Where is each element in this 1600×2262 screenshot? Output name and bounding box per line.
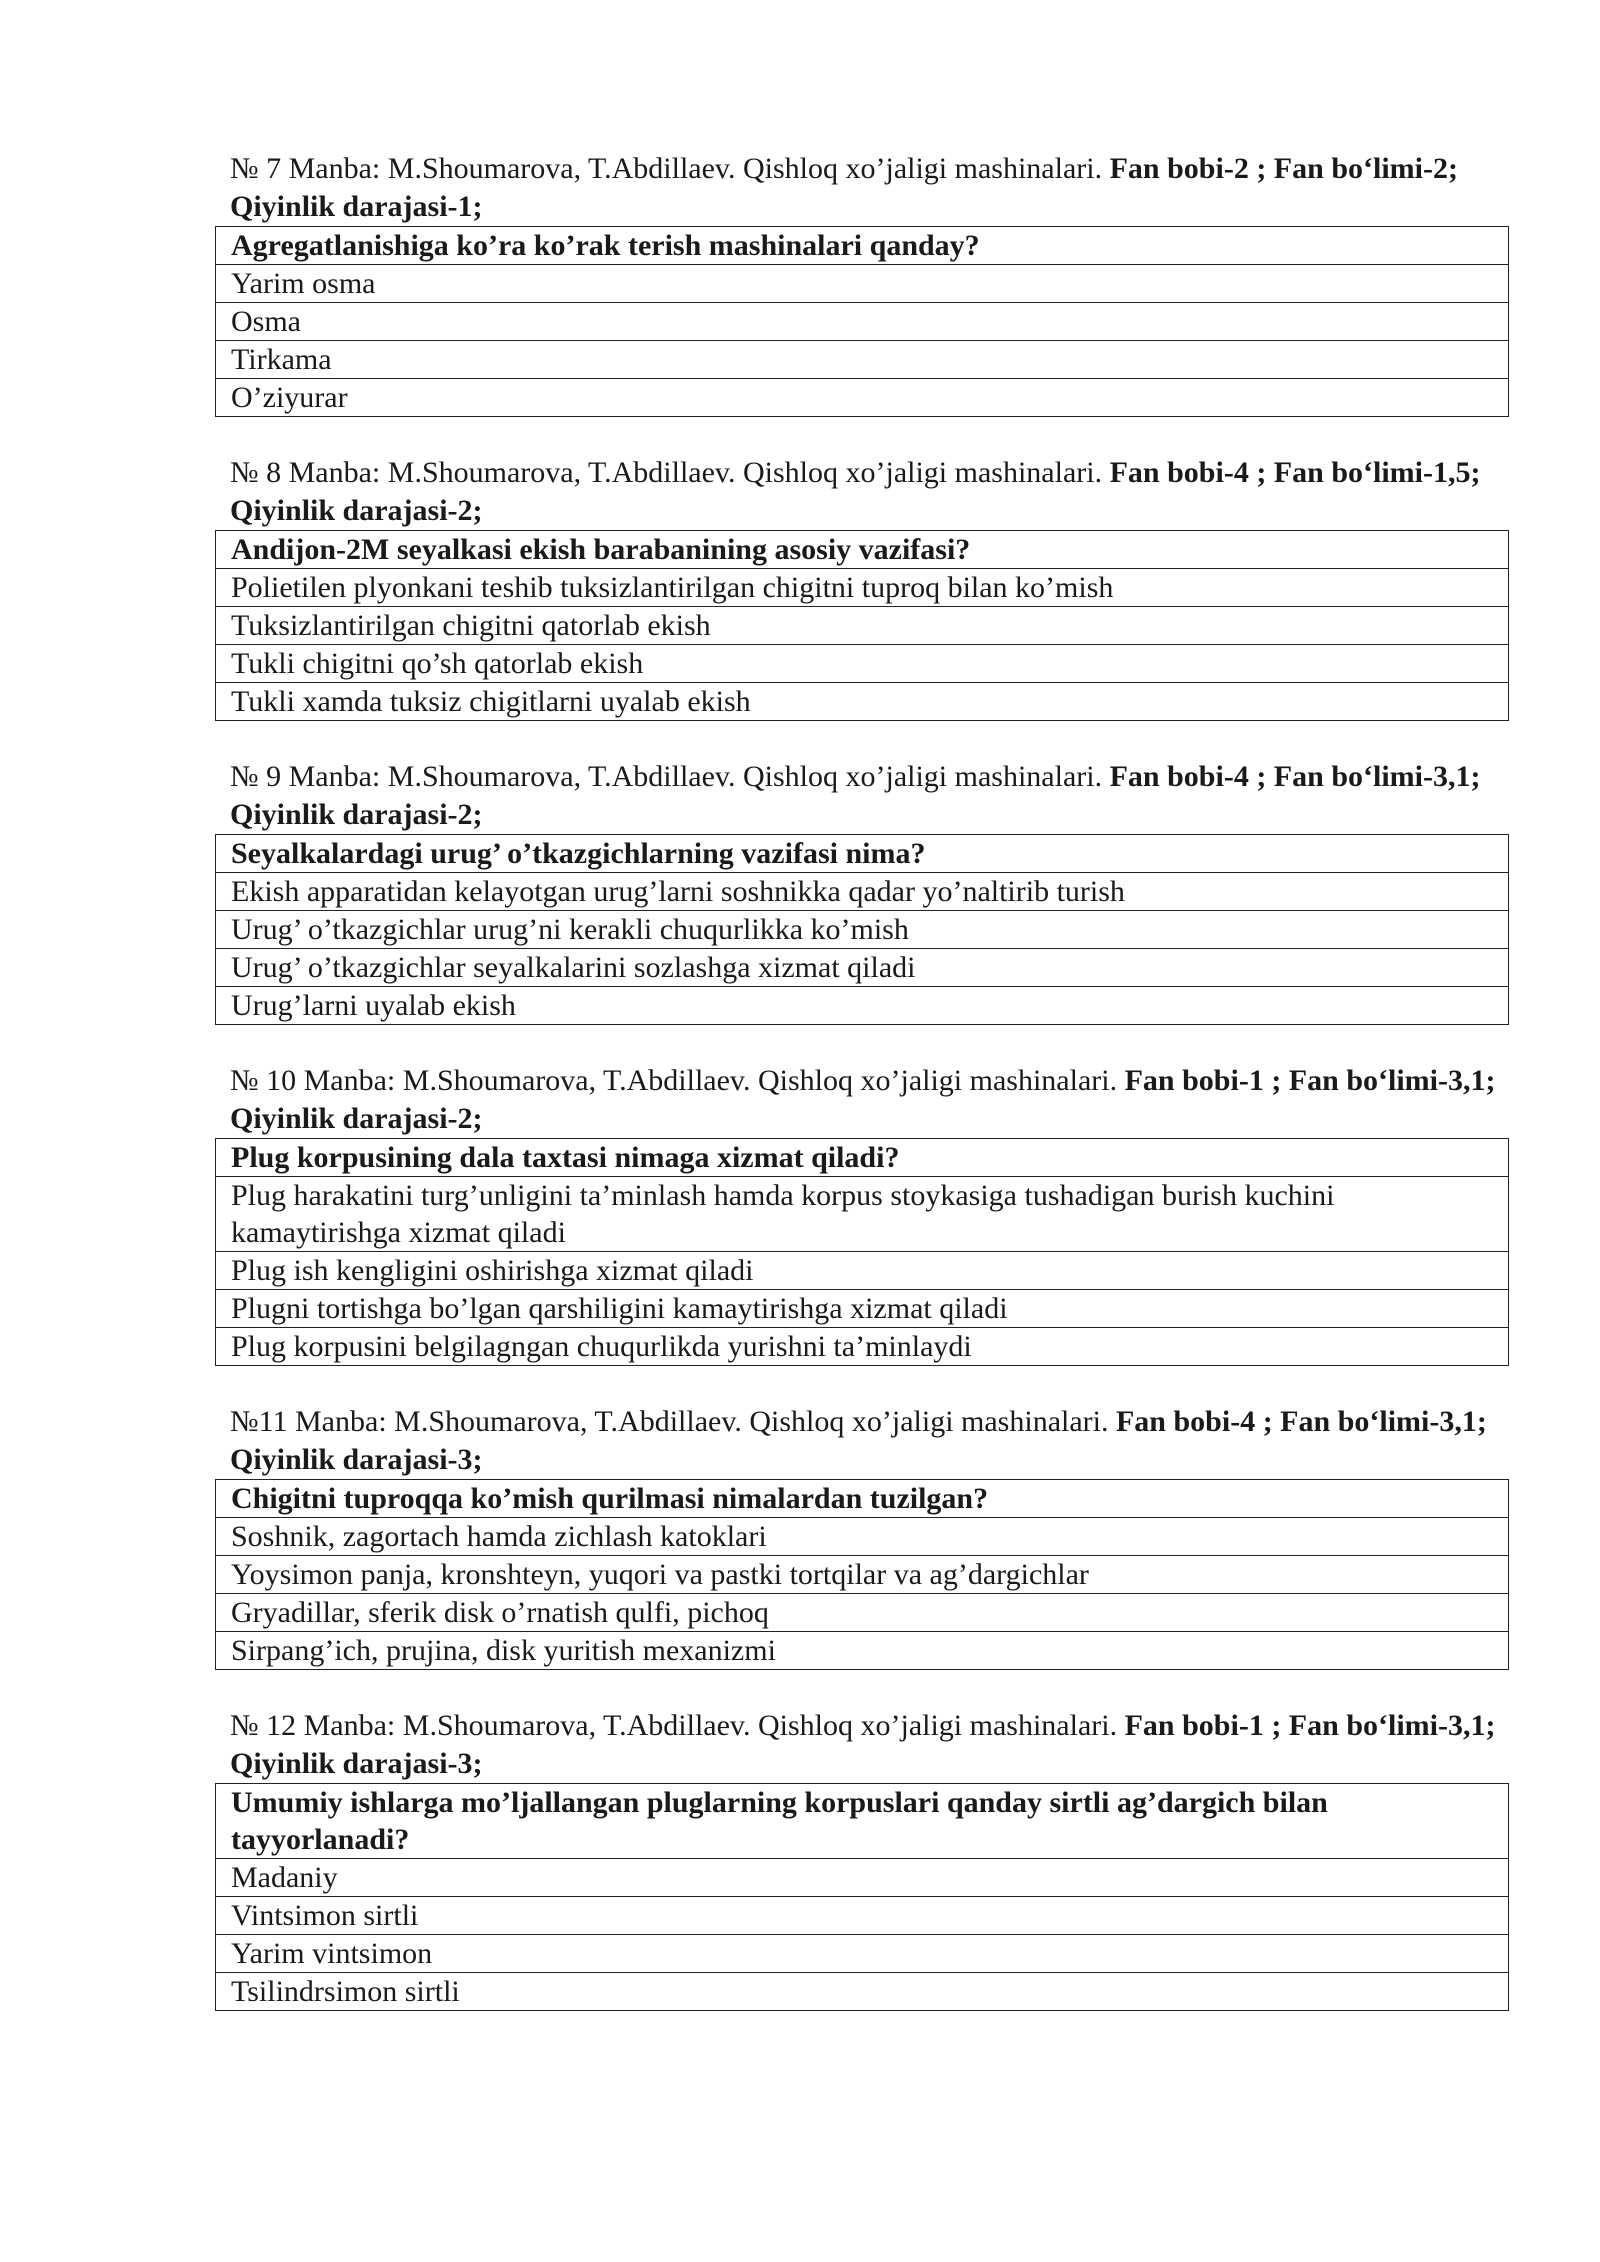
section-meta: Fan bobi-1 ; Fan bo‘limi-3,1; Qiyinlik darajasi-2;: [230, 1064, 1496, 1135]
source-text: № 10 Manba: M.Shoumarova, T.Abdillaev. Qishloq xo’jaligi mashinalari.: [230, 1064, 1125, 1097]
source-text: № 8 Manba: M.Shoumarova, T.Abdillaev. Qishloq xo’jaligi mashinalari.: [230, 456, 1110, 489]
source-text: №11 Manba: M.Shoumarova, T.Abdillaev. Qishloq xo’jaligi mashinalari.: [230, 1405, 1116, 1438]
question-block-9: [215, 758, 1509, 1025]
answer-row: [216, 911, 1509, 949]
source-text: № 7 Manba: M.Shoumarova, T.Abdillaev. Qishloq xo’jaligi mashinalari.: [230, 152, 1110, 185]
answer-option: Plugni tortishga bo’lgan qarshiligini kamaytirishga xizmat qiladi: [216, 1290, 1509, 1328]
question-text: Umumiy ishlarga mo’ljallangan pluglarning korpuslari qanday sirtli ag’dargich bilan tayyorlanadi?: [216, 1784, 1509, 1859]
question-block-11: [215, 1403, 1509, 1670]
question-header: [215, 1707, 1509, 1783]
answer-option: Plug harakatini turg’unligini ta’minlash hamda korpus stoykasiga tushadigan burish kuchini kamaytirishga xizmat qiladi: [216, 1177, 1509, 1252]
question-table: [215, 226, 1509, 417]
question-row: [216, 1784, 1509, 1859]
answer-option: Tsilindrsimon sirtli: [216, 1973, 1509, 2011]
question-table: [215, 530, 1509, 721]
section-meta: Fan bobi-2 ; Fan bo‘limi-2; Qiyinlik darajasi-1;: [230, 152, 1458, 223]
question-table: [215, 1783, 1509, 2011]
section-meta: Fan bobi-4 ; Fan bo‘limi-1,5; Qiyinlik darajasi-2;: [230, 456, 1481, 527]
question-header: [215, 1062, 1509, 1138]
question-block-7: [215, 150, 1509, 417]
question-header: [215, 454, 1509, 530]
answer-row: [216, 569, 1509, 607]
answer-option: Sirpang’ich, prujina, disk yuritish mexanizmi: [216, 1632, 1509, 1670]
question-table: [215, 1479, 1509, 1670]
answer-row: [216, 683, 1509, 721]
answer-option: Tukli xamda tuksiz chigitlarni uyalab ekish: [216, 683, 1509, 721]
document-page: [215, 150, 1509, 2048]
answer-row: [216, 1632, 1509, 1670]
answer-option: Madaniy: [216, 1859, 1509, 1897]
answer-option: Plug korpusini belgilagngan chuqurlikda yurishni ta’minlaydi: [216, 1328, 1509, 1366]
source-text: № 9 Manba: M.Shoumarova, T.Abdillaev. Qishloq xo’jaligi mashinalari.: [230, 760, 1110, 793]
question-block-12: [215, 1707, 1509, 2011]
answer-row: [216, 1897, 1509, 1935]
answer-row: [216, 607, 1509, 645]
answer-option: Plug ish kengligini oshirishga xizmat qiladi: [216, 1252, 1509, 1290]
answer-row: [216, 1328, 1509, 1366]
question-row: [216, 1139, 1509, 1177]
answer-option: Yoysimon panja, kronshteyn, yuqori va pastki tortqilar va ag’dargichlar: [216, 1556, 1509, 1594]
answer-row: [216, 265, 1509, 303]
answer-option: Tukli chigitni qo’sh qatorlab ekish: [216, 645, 1509, 683]
question-row: [216, 1480, 1509, 1518]
section-meta: Fan bobi-4 ; Fan bo‘limi-3,1; Qiyinlik darajasi-2;: [230, 760, 1481, 831]
answer-row: [216, 1556, 1509, 1594]
question-text: Chigitni tuproqqa ko’mish qurilmasi nimalardan tuzilgan?: [216, 1480, 1509, 1518]
answer-option: Vintsimon sirtli: [216, 1897, 1509, 1935]
answer-option: Urug’ o’tkazgichlar seyalkalarini sozlashga xizmat qiladi: [216, 949, 1509, 987]
answer-row: [216, 873, 1509, 911]
question-row: [216, 531, 1509, 569]
question-table: [215, 834, 1509, 1025]
source-text: № 12 Manba: M.Shoumarova, T.Abdillaev. Qishloq xo’jaligi mashinalari.: [230, 1709, 1125, 1742]
question-text: Seyalkalardagi urug’ o’tkazgichlarning vazifasi nima?: [216, 835, 1509, 873]
answer-option: Polietilen plyonkani teshib tuksizlantirilgan chigitni tuproq bilan ko’mish: [216, 569, 1509, 607]
answer-option: Tirkama: [216, 341, 1509, 379]
question-text: Andijon-2M seyalkasi ekish barabanining asosiy vazifasi?: [216, 531, 1509, 569]
answer-row: [216, 645, 1509, 683]
question-header: [215, 758, 1509, 834]
answer-option: Urug’larni uyalab ekish: [216, 987, 1509, 1025]
answer-option: Osma: [216, 303, 1509, 341]
answer-row: [216, 1518, 1509, 1556]
question-row: [216, 227, 1509, 265]
answer-row: [216, 1935, 1509, 1973]
answer-option: Gryadillar, sferik disk o’rnatish qulfi, pichoq: [216, 1594, 1509, 1632]
section-meta: Fan bobi-1 ; Fan bo‘limi-3,1; Qiyinlik darajasi-3;: [230, 1709, 1496, 1780]
answer-row: [216, 303, 1509, 341]
answer-option: Yarim osma: [216, 265, 1509, 303]
answer-row: [216, 1252, 1509, 1290]
answer-row: [216, 1290, 1509, 1328]
question-header: [215, 1403, 1509, 1479]
answer-option: Yarim vintsimon: [216, 1935, 1509, 1973]
answer-row: [216, 1973, 1509, 2011]
answer-option: Ekish apparatidan kelayotgan urug’larni soshnikka qadar yo’naltirib turish: [216, 873, 1509, 911]
answer-option: Urug’ o’tkazgichlar urug’ni kerakli chuqurlikka ko’mish: [216, 911, 1509, 949]
question-table: [215, 1138, 1509, 1366]
answer-option: Tuksizlantirilgan chigitni qatorlab ekish: [216, 607, 1509, 645]
answer-row: [216, 1859, 1509, 1897]
answer-option: Soshnik, zagortach hamda zichlash katoklari: [216, 1518, 1509, 1556]
question-block-8: [215, 454, 1509, 721]
answer-row: [216, 1177, 1509, 1252]
answer-row: [216, 987, 1509, 1025]
question-text: Plug korpusining dala taxtasi nimaga xizmat qiladi?: [216, 1139, 1509, 1177]
answer-option: O’ziyurar: [216, 379, 1509, 417]
answer-row: [216, 949, 1509, 987]
question-header: [215, 150, 1509, 226]
section-meta: Fan bobi-4 ; Fan bo‘limi-3,1; Qiyinlik darajasi-3;: [230, 1405, 1487, 1476]
answer-row: [216, 341, 1509, 379]
answer-row: [216, 1594, 1509, 1632]
question-block-10: [215, 1062, 1509, 1366]
answer-row: [216, 379, 1509, 417]
question-row: [216, 835, 1509, 873]
question-text: Agregatlanishiga ko’ra ko’rak terish mashinalari qanday?: [216, 227, 1509, 265]
